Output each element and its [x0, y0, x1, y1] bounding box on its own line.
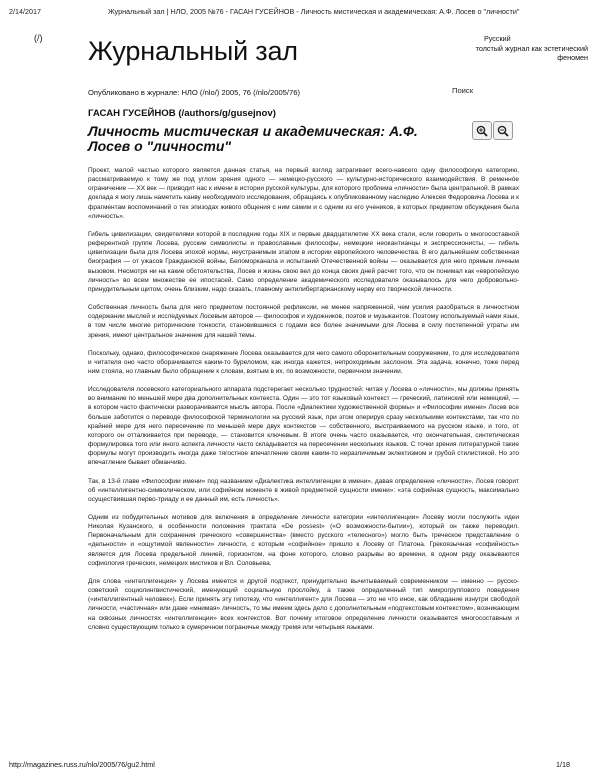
magnifier-plus-icon: [476, 125, 488, 137]
author-link[interactable]: ГАСАН ГУСЕЙНОВ (/authors/g/gusejnov): [88, 108, 276, 119]
page-number: 1/18: [556, 760, 570, 769]
print-page-title: Журнальный зал | НЛО, 2005 №76 - ГАСАН ГУСЕЙНОВ - Личность мистическая и академическая: А.Ф. Лосев о "личности": [108, 7, 520, 16]
footer-url: http://magazines.russ.ru/nlo/2005/76/gu2.html: [9, 760, 155, 769]
paragraph: Проект, малой частью которого является данная статья, на первый взгляд затрагивает всего-навсего одну философскую категорию, рассматриваемую к тому же под углом зрения одного — немецко-русского — культурно-исторического взаимодействия. В ременнóе ограничение — XX век — приводит нас к имени в истории русской культуры, для которого проблема «личности» была центральной. В рамках доклада я могу лишь наметить канву необходимого исследования, обращаясь к опубликованному наследию Алексея Федоровича Лосева и к фрагментам воспоминаний о тех эпизодах живого общения с ним самим и с одним из его учеников, в которых предметом обсуждения была «личность».: [88, 167, 519, 220]
magnifier-minus-icon: [497, 125, 509, 137]
paragraph: Исследователя лосевского категориального аппарата подстерегает несколько трудностей: читая у Лосева о «личности», мы должны принять во внимание по меньшей мере два дополнительных контекста. Один — это тот языковый контекст — греческий, латинский или немецкий, — в котором часто фактически разворачивается мысль автора. После «Диалектики художественной формы» и «Философии имени» Лосев все больше заботится о переводе философской терминологии на русский язык, при этом оперируя сразу несколькими контекстами, так что по крайней мере для него пересечение по меньшей мере двух контекстов — собственного, выстраиваемого на русском языке, и того, от которого он отталкивается при переводе, — становится ключевым. В итоге очень часто оказывается, что окончательная, синтетическая формулировка того или иного аспекта личности часто складывается на пересечении нескольких языков. С точки зрения литературной такие формулы могут производить иногда даже тягостное впечатление своим каким-то неразличимым эклектизмом и грубой стилистикой. Но это впечатление бывает обманчиво.: [88, 386, 519, 467]
zoom-out-button[interactable]: [493, 121, 513, 140]
zoom-in-button[interactable]: [472, 121, 492, 140]
paragraph: Одним из побудительных мотивов для включения в определение личности категории «интеллигенции» Лосеву могли послужить идеи Николая Кузанского, в особенности положения трактата «De possest» («О возможности-бытии»), который он также переводил. Первоначальным для сохранения греческого «совершенства» (вместо русского «телесного») могло быть греческое представление о «дельности» и «ощутимой явленности» личности, с которым «софийное» пришло к Лосеву от Платона. Грекоязычная «софийность» является для Лосева предельной линией, горизонтом, на фоне которого, словно разрывы во времени, в одном ряду оказываются софиология греческих, немецких мистиков и Вл. Соловьева.: [88, 514, 519, 567]
paragraph: Для слова «интеллигенция» у Лосева имеется и другой подтекст, принудительно вычитываемый современником — именно — русско-советский социолингвистический, именующий социальную прослойку, а также определенный тип микрогруппового поведения («интеллигентный человек»). Если принять эту гипотезу, что «интеллигент» для Лосева — это не что иное, как обладание изнутри свободой личности, «частичная» или даже «мнимая» личность, то мы имеем здесь дело с дополнительным «подтекстовым контекстом», возникающим на сквозных личностях «интеллигенции» всех контекстов. Вот почему итоговое определение личности оказывается многосоставным и словно существующим только в сумеречном пограничье между тремя или четырьмя языками.: [88, 577, 519, 631]
article-body: [88, 166, 519, 641]
home-link[interactable]: (/): [34, 33, 43, 43]
article-title: Личность мистическая и академическая: А.Ф. Лосев о "личности": [88, 123, 418, 154]
paragraph: Так, в 13-й главе «Философии имени» под названием «Диалектика интеллигенции в имени», давая определение «личности», Лосев говорит об «интеллигентно-символическом, или софийном моменте в живой предметной сущности имени»: «эта софийная сущность, максимально осуществившая перво-триаду и ее данный им, есть личность».: [88, 477, 519, 503]
search-link[interactable]: Поиск: [452, 86, 474, 95]
paragraph: Гибель цивилизации, свидетелями которой в последние годы XIX и первые двадцатилетие XX века стали, если говорить о многосоставной референтной группе Лосева, русские символисты и православные философы, немецкие неокантианцы и экспрессионисты, — гибель цивилизации была для Лосева эпохой нормы, неустранимым этапом в истории европейского человечества. В его дальнейшем собственная биография — от ужасов Гражданской войны, Беломорканала и испытаний Отечественной войны — оказывается для него прямым личным вызовом. Несмотря ни на какие обстоятельства, Лосев и жизнь свою вел до конца своих дней расчет того, что он понимал как «европейскую личность» во всем множестве ее ипостасей. Само определение академического исследователя оказывалось для него добровольно-принудительным щитом, очень близким, надо сказать, главному антилибертарианскому нерву его творческой личности.: [88, 230, 519, 293]
site-tagline: толстый журнал как эстетический феномен: [475, 44, 588, 63]
print-date: 2/14/2017: [9, 7, 41, 16]
paragraph: Поскольку, однако, философическое снаряжение Лосева оказывается для него самого оборонительным сооружением, то для исследователя и читателя оно часто оборачивается каким-то буреломом, как иногда кажется, непроходимым заслоном. Эта задача, конечно, тоже перед ним стояла, но главным было обращение к словам, взятым в их, по возможности, первичном значении.: [88, 349, 519, 375]
language-link[interactable]: Русский: [484, 34, 511, 43]
site-logo[interactable]: Журнальный зал: [88, 36, 298, 66]
paragraph: Собственная личность была для него предметом постоянной рефлексии, не менее напряженной, чем усилия разобраться в личностном содержании мыслей и исследуемых Лосевым авторов — философов и художников, поэтов и музыкантов. Поэтому используемый нами язык, в том числе многие риторические тонкости, становившиеся с годами все более значимыми для Лосева в силу постепенной утраты им зрения, имеют центральное значение для нашей темы.: [88, 304, 519, 339]
publication-info: Опубликовано в журнале: НЛО (/nlo/) 2005, 76 (/nlo/2005/76): [88, 88, 300, 97]
